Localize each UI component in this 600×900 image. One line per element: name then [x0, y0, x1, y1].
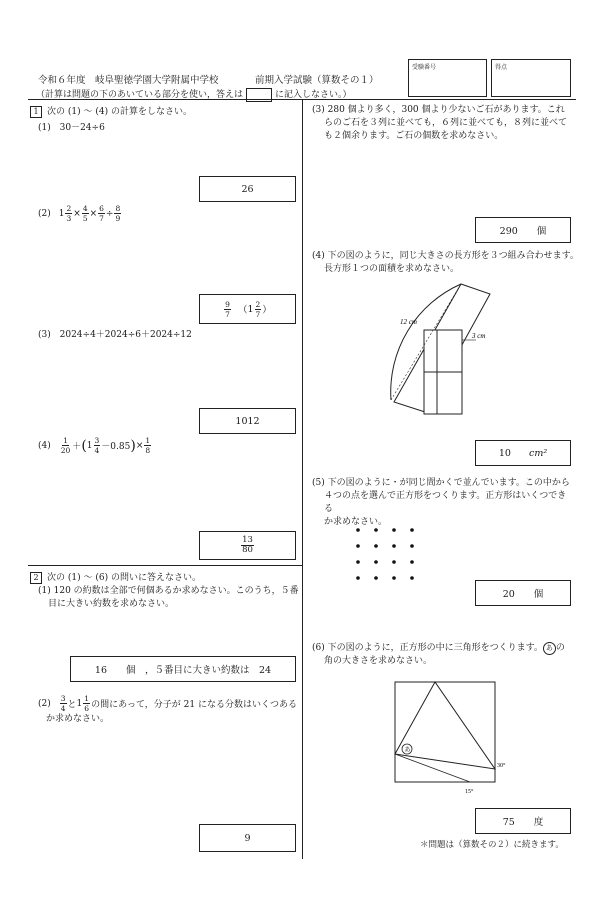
- frac-num: 3: [94, 436, 100, 445]
- s2-q5-dot-grid: [352, 524, 422, 586]
- frac-den: 3: [66, 214, 72, 223]
- s1-q4-times: ×: [135, 440, 144, 451]
- label-12cm: 12 cm: [400, 318, 417, 326]
- footer-note: ＊問題は（算数その２）に続きます。: [420, 840, 564, 850]
- instruction-note-end: に記入しなさい。）: [275, 90, 352, 100]
- s2-q2-whole: 1: [76, 698, 83, 709]
- s1-q3: [38, 327, 192, 340]
- grid-dot: [410, 560, 414, 564]
- s2-q4-answer-value: 10: [498, 447, 511, 459]
- s1-q2-frac3: [98, 204, 105, 223]
- s1-q1-num: (1): [38, 123, 51, 133]
- s1-q4-open: (: [81, 437, 87, 454]
- s2-q1-line1: [38, 585, 300, 598]
- school-title: 令和６年度 岐阜聖徳学園大学附属中学校: [38, 75, 219, 86]
- section2-number: 2: [30, 572, 42, 584]
- s2-q2-line2: か求めなさい。: [46, 714, 110, 724]
- section-divider: [28, 565, 302, 566]
- s2-q5: [312, 477, 574, 529]
- paren-open: （: [237, 305, 248, 316]
- alt-whole: 1: [247, 303, 254, 315]
- column-divider: [302, 99, 303, 859]
- rect-bottom: [424, 372, 462, 414]
- s2-q2: [38, 694, 300, 726]
- s1-q2-answer-alt: [238, 300, 272, 319]
- frac-num: 9: [225, 299, 230, 309]
- section2-title: [30, 570, 201, 584]
- frac-den: 7: [99, 214, 104, 223]
- grid-dot: [374, 528, 378, 532]
- s1-q2-whole: 1: [58, 208, 65, 219]
- grid-dot: [374, 560, 378, 564]
- s2-q2-and: と: [67, 700, 77, 710]
- s2-q2-text1: の間にあって，分子が 21 になる分数はいくつある: [91, 700, 297, 710]
- s1-q4-minus: －0.85: [101, 442, 131, 452]
- grid-dot: [356, 544, 360, 548]
- frac-den: 7: [255, 309, 261, 319]
- frac-den: 8: [145, 446, 151, 455]
- s1-q2-answer-box[interactable]: [199, 294, 296, 324]
- s1-q1: [38, 120, 105, 133]
- grid-dot: [356, 576, 360, 580]
- s1-q2-frac1: [65, 204, 72, 223]
- s2-q5-answer: 20 個: [502, 589, 544, 600]
- section1-title-text: 次の (1) ～ (4) の計算をしなさい。: [47, 107, 192, 117]
- s2-q4: [312, 250, 580, 276]
- frac-num: 8: [115, 204, 121, 213]
- s2-q6: [312, 642, 580, 668]
- label-3cm: 3 cm: [472, 332, 486, 340]
- frac-num: 1: [63, 436, 68, 445]
- s1-q3-answer-box[interactable]: [199, 408, 296, 434]
- frac-num: 1: [145, 436, 151, 445]
- frac-den: 20: [60, 446, 71, 455]
- s1-q2-num: (2): [38, 208, 51, 219]
- s2-q1: [38, 585, 300, 611]
- s2-q2-frac2: [83, 694, 90, 713]
- frac-num: 2: [66, 204, 72, 213]
- s2-q6-line2: 角の大きさを求めなさい。: [324, 656, 433, 666]
- grid-dot: [374, 576, 378, 580]
- frac-num: 1: [84, 694, 90, 703]
- s1-q4-plus: ＋: [72, 442, 82, 452]
- s1-q1-answer-box[interactable]: [199, 176, 296, 202]
- section1-number: 1: [30, 106, 42, 118]
- s1-q2-div: ÷: [105, 208, 114, 219]
- section2-title-text: 次の (1) ～ (6) の問いに答えなさい。: [47, 573, 201, 583]
- s2-q6-figure: [385, 674, 510, 799]
- s1-q2-frac2: [82, 204, 89, 223]
- s2-q4-num: (4): [312, 251, 325, 261]
- s2-q5-text1: 下の図のように・が同じ間かくで並んでいます。この中から: [327, 478, 570, 488]
- s2-q2-num: (2): [38, 698, 51, 709]
- grid-dot: [374, 544, 378, 548]
- angle-30-label: 30°: [497, 763, 506, 769]
- s1-q2-answer-frac: [224, 300, 231, 319]
- frac-den: 4: [60, 704, 66, 713]
- grid-dot: [410, 576, 414, 580]
- s2-q3-text1: 280 個より多く，300 個より少ないご石があります。これ: [327, 105, 565, 115]
- grid-dot: [410, 528, 414, 532]
- s2-q4-line2: 長方形１つの面積を求めなさい。: [324, 264, 460, 274]
- s2-q2-line1: [38, 694, 300, 713]
- s2-q4-text1: 下の図のように，同じ大きさの長方形を３つ組み合わせます。: [327, 251, 579, 261]
- frac-den: 4: [94, 446, 100, 455]
- grid-dot: [356, 528, 360, 532]
- s2-q5-line2: ４つの点を選んで正方形をつくります。正方形はいくつできる: [324, 491, 567, 514]
- s1-q1-answer: 26: [241, 183, 254, 195]
- paren-close: ）: [262, 305, 272, 316]
- s1-q4-answer-frac: [241, 536, 254, 555]
- s1-q4-mixed-frac: [94, 436, 101, 455]
- s1-q2-times1: ×: [73, 208, 81, 219]
- s1-q4-whole: 1: [86, 440, 93, 451]
- circled-a: あ: [543, 642, 556, 655]
- alt-frac: [255, 300, 262, 319]
- s2-q2-answer: 9: [244, 832, 251, 844]
- s2-q3: [312, 104, 574, 143]
- s2-q2-frac1: [60, 694, 67, 713]
- grid-dot: [392, 576, 396, 580]
- s1-q3-expr: 2024÷4＋2024÷6＋2024÷12: [59, 330, 192, 340]
- s2-q4-answer-unit: cm²: [529, 447, 548, 459]
- angle-15-label: 15°: [465, 789, 474, 795]
- grid-dot: [392, 544, 396, 548]
- s2-q3-num: (3): [312, 105, 325, 115]
- frac-den: 6: [84, 704, 90, 713]
- s1-q4-frac2: [144, 436, 151, 455]
- rect-top: [424, 330, 462, 372]
- s2-q5-answer-box[interactable]: [475, 580, 571, 606]
- frac-den: 7: [225, 309, 230, 319]
- s2-q3-answer: 290 個: [499, 226, 547, 237]
- frac-den: 9: [115, 214, 121, 223]
- grid-dot: [410, 544, 414, 548]
- s1-q4-frac1: [60, 436, 72, 455]
- s2-q3-line2: らのご石を３列に並べても，６列に並べても，８列に並べて: [324, 118, 568, 128]
- s2-q5-line3: か求めなさい。: [324, 517, 388, 527]
- s1-q4-close: ): [130, 437, 136, 454]
- s2-q6-line1: [312, 642, 580, 655]
- s1-q4-num: (4): [38, 440, 51, 451]
- exam-number-label: 受験番号: [412, 64, 437, 71]
- s2-q4-answer: [499, 448, 547, 459]
- s1-q4: [38, 436, 152, 455]
- exam-title: 前期入学試験（算数その１）: [255, 75, 379, 86]
- s2-q4-line1: [312, 250, 580, 263]
- s2-q6-answer: 75 度: [502, 817, 544, 828]
- s1-q2-times2: ×: [89, 208, 98, 219]
- s2-q6-text1-end: の: [555, 643, 565, 653]
- grid-dot: [392, 560, 396, 564]
- grid-dot: [392, 528, 396, 532]
- s2-q3-line3: も２個余ります。ご石の個数を求めなさい。: [324, 131, 504, 141]
- s2-q3-line1: [312, 104, 574, 117]
- s2-q1-line2: 目に大きい約数を求めなさい。: [48, 599, 175, 609]
- s2-q1-answer: 16 個 ，５番目に大きい約数は 24: [94, 665, 272, 676]
- s1-q2: [38, 204, 122, 223]
- s1-q3-num: (3): [38, 330, 51, 340]
- angle-a-label: あ: [404, 746, 411, 754]
- s2-q6-text1: 下の図のように，正方形の中に三角形をつくります。: [327, 643, 543, 653]
- s1-q3-answer: 1012: [235, 415, 260, 427]
- s2-q6-answer-box[interactable]: [475, 808, 571, 834]
- s1-q2-frac4: [114, 204, 121, 223]
- frac-num: 3: [60, 694, 66, 703]
- frac-num: 2: [255, 299, 261, 309]
- s2-q3-answer-box[interactable]: [475, 217, 571, 243]
- instruction-note-start: （計算は問題の下のあいている部分を使い，答えは: [36, 90, 244, 100]
- s2-q1-text1: 120 の約数は全部で何個あるか求めなさい。このうち，５番: [53, 586, 299, 596]
- s2-q5-num: (5): [312, 478, 325, 488]
- score-label: 得点: [495, 64, 508, 71]
- s2-q1-answer-box[interactable]: [70, 656, 296, 682]
- s2-q4-answer-box[interactable]: [475, 440, 571, 466]
- s2-q1-num: (1): [38, 586, 51, 596]
- s1-q1-expr: 30－24÷6: [59, 123, 105, 133]
- frac-num: 13: [242, 535, 253, 545]
- score-box[interactable]: [491, 59, 571, 97]
- s1-q4-answer-box[interactable]: [199, 531, 296, 560]
- section1-title: [30, 104, 192, 118]
- s2-q4-figure: [380, 278, 530, 428]
- s2-q6-num: (6): [312, 643, 325, 653]
- s2-q5-line1: [312, 477, 574, 490]
- frac-num: 4: [82, 204, 88, 213]
- exam-number-box[interactable]: [408, 59, 487, 97]
- grid-dot: [356, 560, 360, 564]
- frac-den: 80: [242, 545, 253, 555]
- s2-q2-answer-box[interactable]: [199, 824, 296, 852]
- frac-num: 6: [99, 204, 104, 213]
- frac-den: 5: [82, 214, 88, 223]
